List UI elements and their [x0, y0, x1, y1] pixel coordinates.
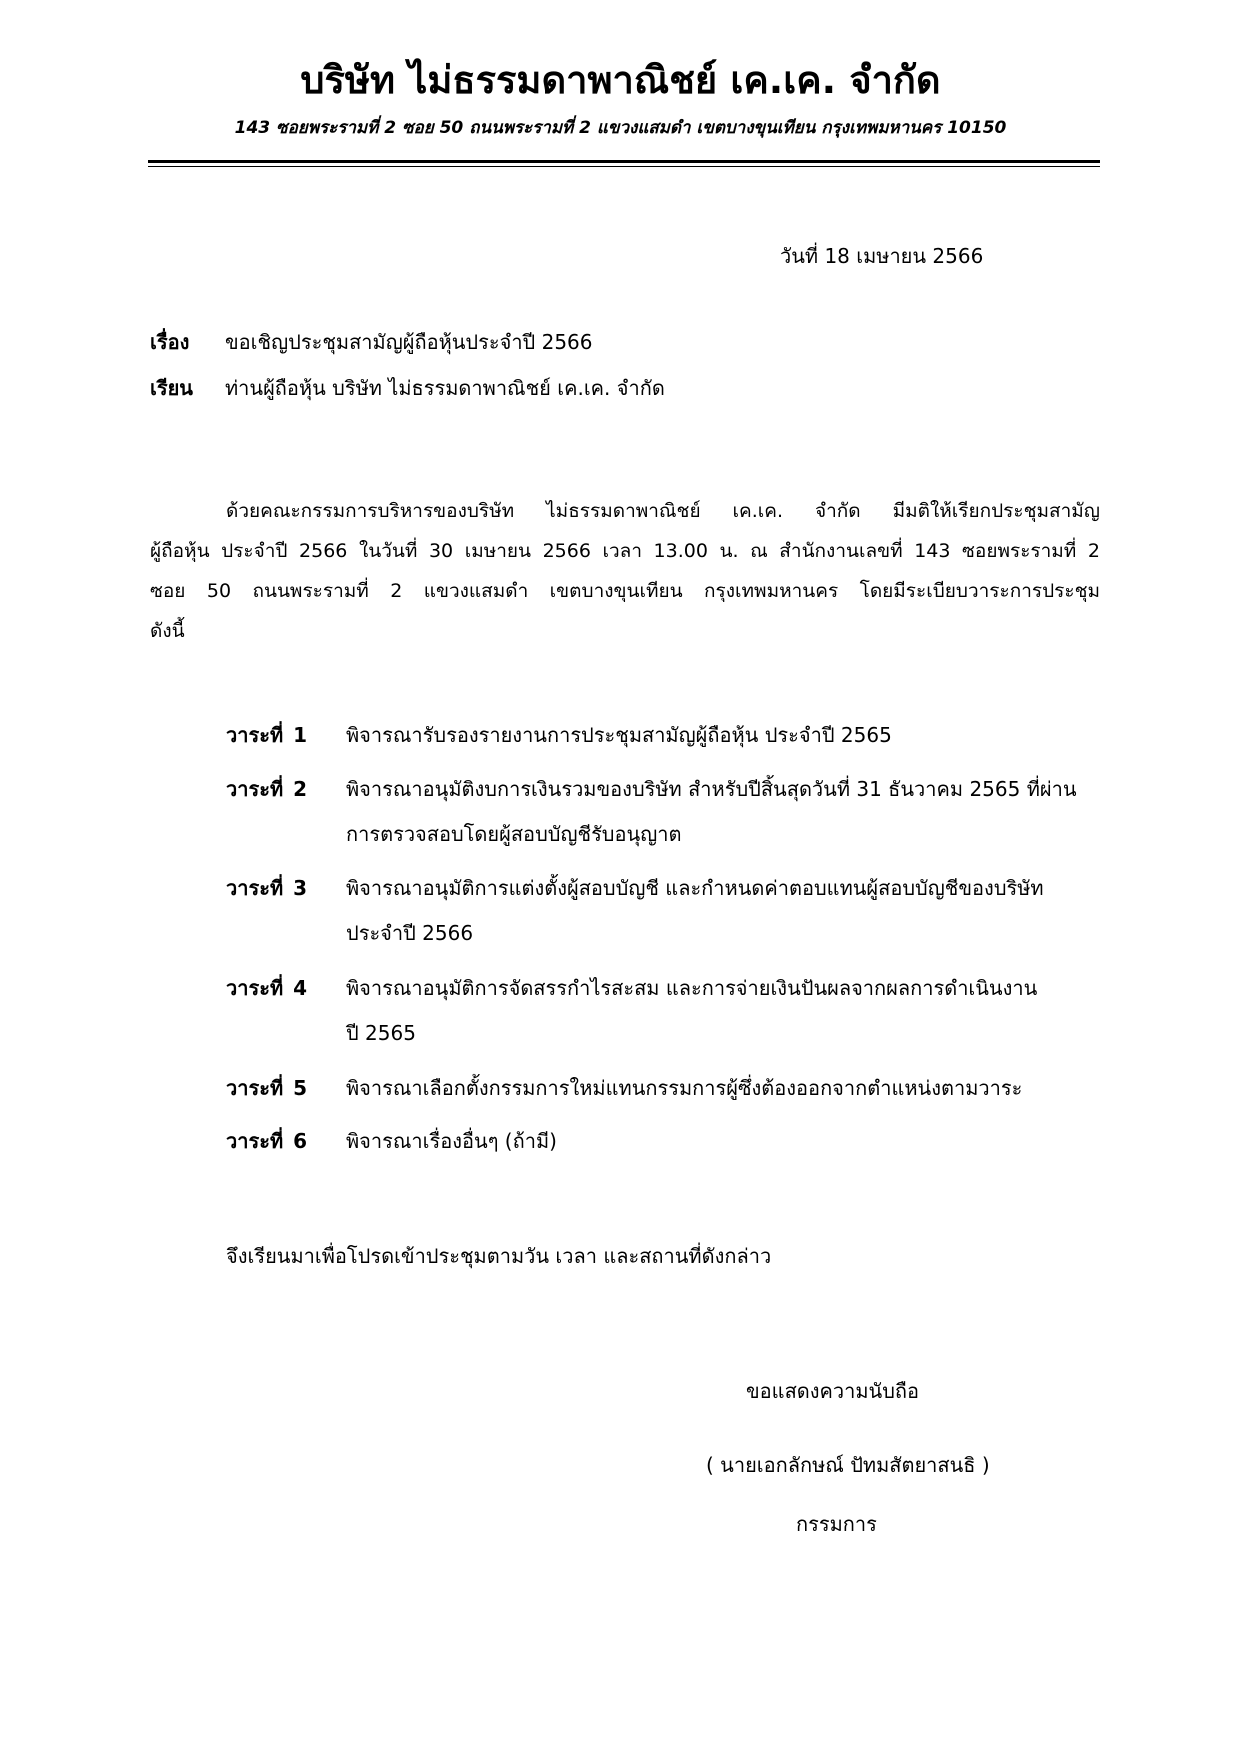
- agenda-label-6: [226, 1125, 307, 1157]
- agenda-text-line: ประจำปี 2566: [346, 921, 474, 945]
- agenda-label-2: [226, 773, 307, 805]
- subject-label: เรื่อง: [150, 330, 190, 354]
- agenda-item-2: [346, 767, 1100, 857]
- signer-name: ( นายเอกลักษณ์ ปัทมสัตยาสนธิ ): [706, 1453, 990, 1477]
- letter-date: วันที่ 18 เมษายน 2566: [780, 244, 984, 268]
- agenda-word: วาระที่: [226, 1076, 284, 1100]
- signer-position: กรรมการ: [796, 1512, 877, 1536]
- agenda-number: 2: [293, 777, 308, 801]
- body-line: ดังนี้: [150, 620, 185, 642]
- header-divider-thick: [148, 160, 1100, 163]
- recipient-value: ท่านผู้ถือหุ้น บริษัท ไม่ธรรมดาพาณิชย์ เค.เค. จำกัด: [225, 376, 665, 400]
- agenda-word: วาระที่: [226, 1129, 284, 1153]
- header-divider-thin: [148, 166, 1100, 167]
- agenda-text-line: พิจารณารับรองรายงานการประชุมสามัญผู้ถือหุ้น ประจำปี 2565: [346, 723, 892, 747]
- agenda-word: วาระที่: [226, 976, 284, 1000]
- company-name: บริษัท ไม่ธรรมดาพาณิชย์ เค.เค. จำกัด: [300, 58, 941, 102]
- body-line: ผู้ถือหุ้น ประจำปี 2566 ในวันที่ 30 เมษายน 2566 เวลา 13.00 น. ณ สำนักงานเลขที่ 143 ซอยพระรามที่ 2: [150, 540, 1100, 562]
- agenda-label-5: [226, 1072, 307, 1104]
- agenda-number: 1: [293, 723, 308, 747]
- body-paragraph: [150, 491, 1100, 651]
- agenda-label-3: [226, 872, 307, 904]
- agenda-word: วาระที่: [226, 723, 284, 747]
- agenda-number: 5: [293, 1076, 308, 1100]
- agenda-number: 4: [293, 976, 308, 1000]
- agenda-item-1: [346, 713, 1100, 758]
- agenda-label-1: [226, 719, 307, 751]
- regards-text: ขอแสดงความนับถือ: [746, 1379, 920, 1403]
- agenda-text-line: พิจารณาเรื่องอื่นๆ (ถ้ามี): [346, 1129, 557, 1153]
- closing-sentence: จึงเรียนมาเพื่อโปรดเข้าประชุมตามวัน เวลา และสถานที่ดังกล่าว: [226, 1244, 772, 1268]
- agenda-label-4: [226, 972, 307, 1004]
- agenda-number: 3: [293, 876, 308, 900]
- agenda-text-line: พิจารณาอนุมัติงบการเงินรวมของบริษัท สำหรับปีสิ้นสุดวันที่ 31 ธันวาคม 2565 ที่ผ่าน: [346, 777, 1077, 801]
- subject-value: ขอเชิญประชุมสามัญผู้ถือหุ้นประจำปี 2566: [225, 330, 593, 354]
- agenda-item-4: [346, 966, 1100, 1056]
- body-line: ด้วยคณะกรรมการบริหารของบริษัท ไม่ธรรมดาพาณิชย์ เค.เค. จำกัด มีมติให้เรียกประชุมสามัญ: [226, 500, 1100, 522]
- recipient-row: [150, 372, 665, 404]
- agenda-number: 6: [293, 1129, 308, 1153]
- agenda-word: วาระที่: [226, 777, 284, 801]
- agenda-text-line: พิจารณาอนุมัติการแต่งตั้งผู้สอบบัญชี และกำหนดค่าตอบแทนผู้สอบบัญชีของบริษัท: [346, 876, 1044, 900]
- body-line: ซอย 50 ถนนพระรามที่ 2 แขวงแสมดำ เขตบางขุนเทียน กรุงเทพมหานคร โดยมีระเบียบวาระการประชุม: [150, 580, 1100, 602]
- agenda-text-line: พิจารณาอนุมัติการจัดสรรกำไรสะสม และการจ่ายเงินปันผลจากผลการดำเนินงาน: [346, 976, 1038, 1000]
- agenda-item-6: [346, 1119, 1100, 1164]
- agenda-item-3: [346, 866, 1100, 956]
- recipient-label: เรียน: [150, 376, 193, 400]
- company-address: 143 ซอยพระรามที่ 2 ซอย 50 ถนนพระรามที่ 2 แขวงแสมดำ เขตบางขุนเทียน กรุงเทพมหานคร 10150: [234, 118, 1007, 138]
- agenda-item-5: [346, 1066, 1100, 1111]
- agenda-text-line: พิจารณาเลือกตั้งกรรมการใหม่แทนกรรมการผู้ซึ่งต้องออกจากตำแหน่งตามวาระ: [346, 1076, 1023, 1100]
- agenda-word: วาระที่: [226, 876, 284, 900]
- agenda-text-line: การตรวจสอบโดยผู้สอบบัญชีรับอนุญาต: [346, 822, 682, 846]
- agenda-text-line: ปี 2565: [346, 1021, 416, 1045]
- subject-row: [150, 326, 593, 358]
